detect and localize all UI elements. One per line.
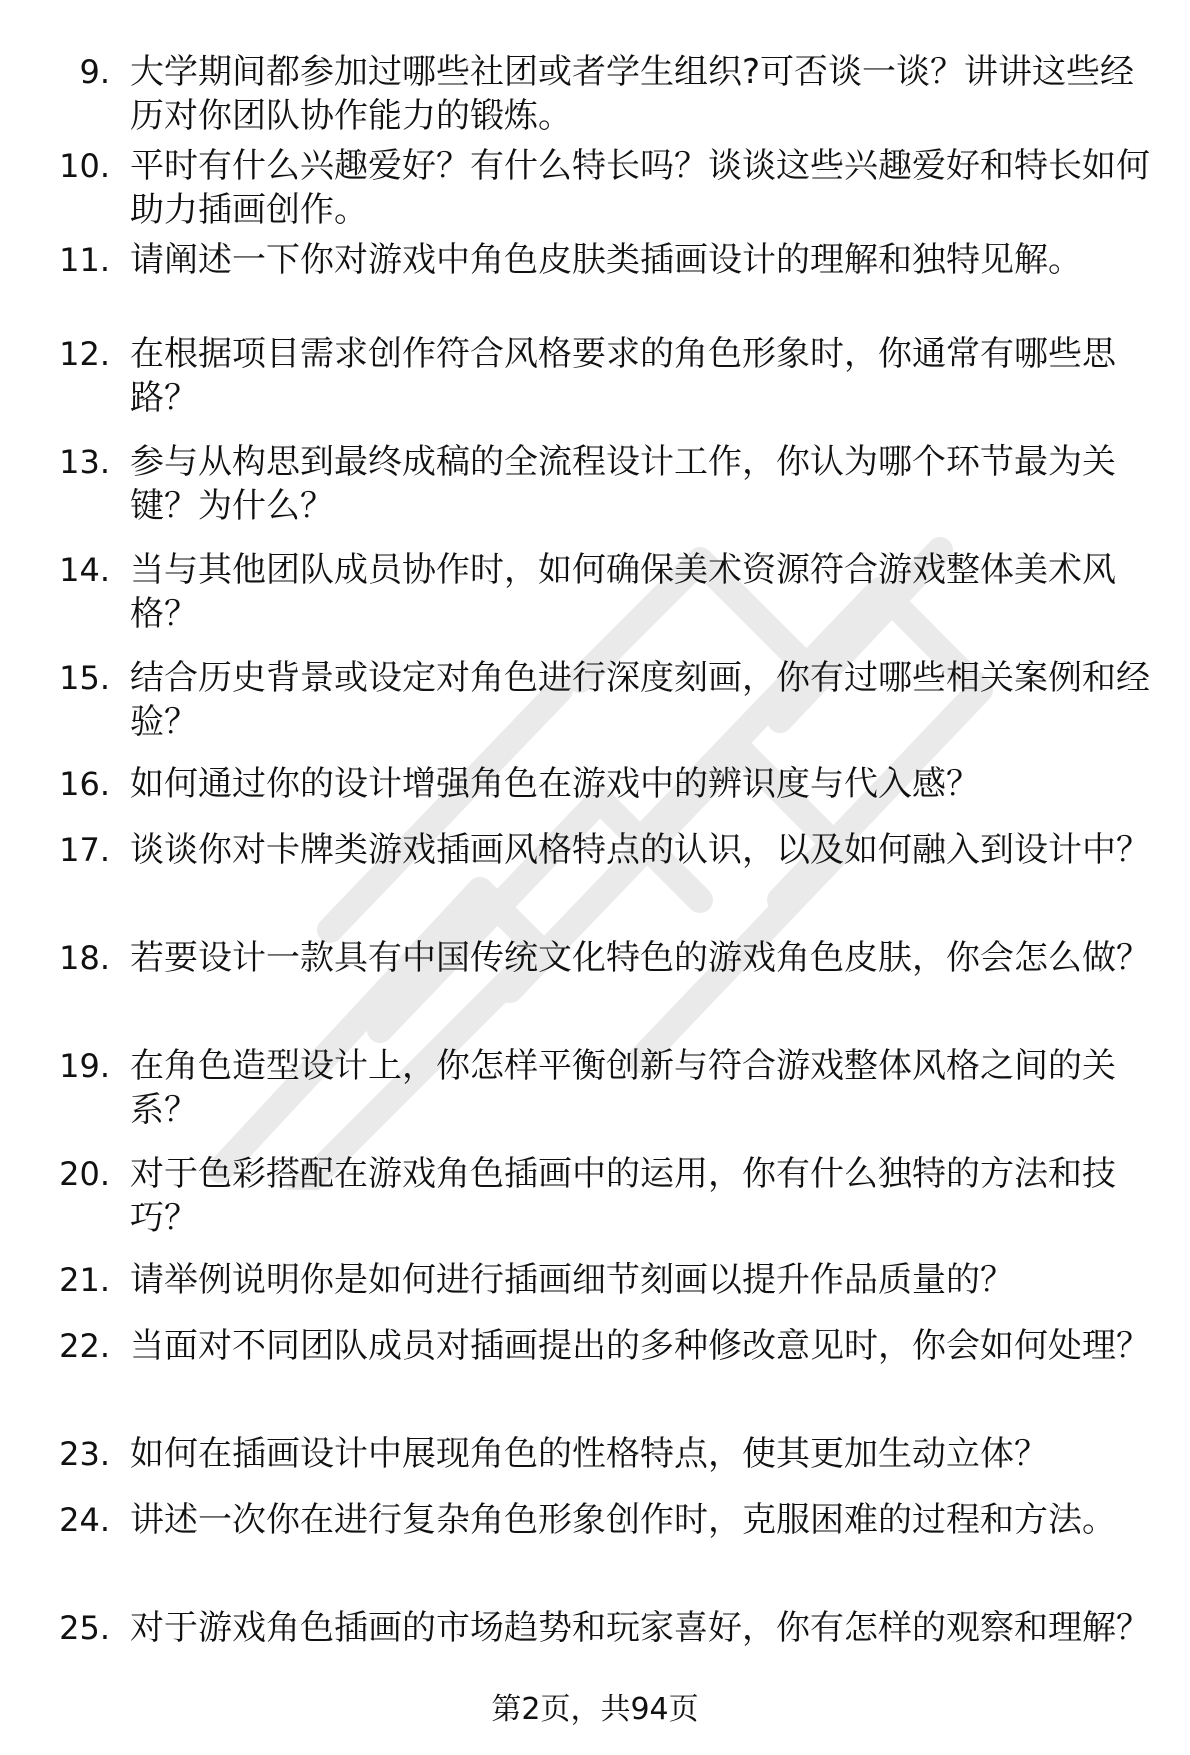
question-number: 24. bbox=[59, 1501, 110, 1539]
question-text: 若要设计一款具有中国传统文化特色的游戏角色皮肤，你会怎么做？ bbox=[130, 938, 1150, 978]
question-number: 21. bbox=[59, 1261, 110, 1299]
question-text: 讲述一次你在进行复杂角色形象创作时，克服困难的过程和方法。 bbox=[130, 1500, 1116, 1540]
question-number: 10. bbox=[59, 147, 110, 185]
question-text: 当与其他团队成员协作时，如何确保美术资源符合游戏整体美术风格？ bbox=[130, 550, 1116, 634]
question-text: 请举例说明你是如何进行插画细节刻画以提升作品质量的？ bbox=[130, 1260, 1014, 1300]
question-text: 大学期间都参加过哪些社团或者学生组织?可否谈一谈？讲讲这些经历对你团队协作能力的锻炼。 bbox=[130, 52, 1135, 136]
question-number: 15. bbox=[59, 659, 110, 697]
question-number: 14. bbox=[59, 551, 110, 589]
question-text: 如何在插画设计中展现角色的性格特点，使其更加生动立体？ bbox=[130, 1434, 1048, 1474]
question-number: 13. bbox=[59, 443, 110, 481]
question-text: 如何通过你的设计增强角色在游戏中的辨识度与代入感？ bbox=[130, 764, 980, 804]
question-text: 对于色彩搭配在游戏角色插画中的运用，你有什么独特的方法和技巧？ bbox=[130, 1154, 1116, 1238]
question-text: 在角色造型设计上，你怎样平衡创新与符合游戏整体风格之间的关系？ bbox=[130, 1046, 1116, 1130]
question-number: 17. bbox=[59, 831, 110, 869]
question-number: 19. bbox=[59, 1047, 110, 1085]
question-text: 在根据项目需求创作符合风格要求的角色形象时，你通常有哪些思路？ bbox=[130, 334, 1116, 418]
question-text: 参与从构思到最终成稿的全流程设计工作，你认为哪个环节最为关键？为什么？ bbox=[130, 442, 1116, 526]
question-number: 18. bbox=[59, 939, 110, 977]
question-number: 11. bbox=[59, 241, 110, 279]
page-number: 第2页，共94页 bbox=[491, 1692, 699, 1727]
question-number: 25. bbox=[59, 1609, 110, 1647]
question-text: 对于游戏角色插画的市场趋势和玩家喜好，你有怎样的观察和理解？ bbox=[130, 1608, 1150, 1648]
question-number: 20. bbox=[59, 1155, 110, 1193]
question-text: 结合历史背景或设定对角色进行深度刻画，你有过哪些相关案例和经验？ bbox=[130, 658, 1150, 742]
question-number: 22. bbox=[59, 1327, 110, 1365]
question-text: 请阐述一下你对游戏中角色皮肤类插画设计的理解和独特见解。 bbox=[130, 240, 1082, 280]
question-text: 平时有什么兴趣爱好？有什么特长吗？谈谈这些兴趣爱好和特长如何助力插画创作。 bbox=[130, 146, 1150, 230]
question-text: 谈谈你对卡牌类游戏插画风格特点的认识，以及如何融入到设计中？ bbox=[130, 830, 1150, 870]
question-number: 9. bbox=[79, 53, 110, 91]
question-number: 12. bbox=[59, 335, 110, 373]
question-text: 当面对不同团队成员对插画提出的多种修改意见时，你会如何处理？ bbox=[130, 1326, 1150, 1366]
question-number: 23. bbox=[59, 1435, 110, 1473]
question-number: 16. bbox=[59, 765, 110, 803]
